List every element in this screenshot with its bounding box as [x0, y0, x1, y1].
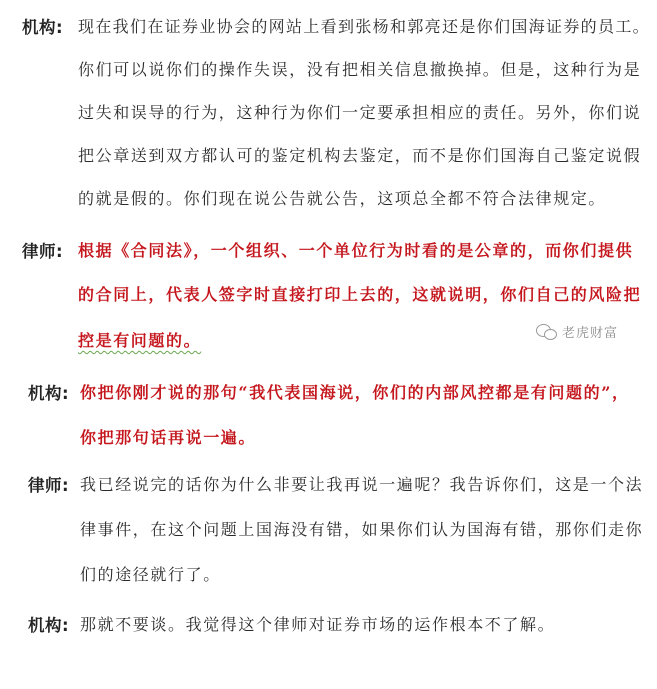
speaker-label: 机构: [28, 616, 70, 635]
speaker-label: 机构: [28, 384, 70, 403]
dialogue-line: 你把那句话再说一遍。 [80, 428, 257, 447]
dialogue-line: 律事件，在这个问题上国海没有错，如果你们认为国海有错，那你们走你 [80, 520, 644, 539]
dialogue-line: 根据《合同法》，一个组织、一个单位行为时看的是公章的，而你们提供 [78, 241, 634, 260]
dialogue-line: 现在我们在证券业协会的网站上看到张杨和郭亮还是你们国海证券的员工。 [78, 17, 650, 36]
dialogue-line: 你把你刚才说的那句“我代表国海说，你们的内部风控都是有问题的”， [80, 383, 630, 402]
dialogue-line: 控是有问题的。 [78, 331, 202, 350]
wechat-icon [536, 324, 558, 340]
dialogue-line: 那就不要谈。我觉得这个律师对证券市场的运作根本不了解。 [80, 615, 556, 634]
dialogue-line: 的合同上，代表人签字时直接打印上去的，这就说明，你们自己的风险把 [78, 285, 642, 304]
dialogue-line: 过失和误导的行为，这种行为你们一定要承担相应的责任。另外，你们说 [78, 103, 642, 122]
speaker-label: 律师: [28, 476, 70, 495]
dialogue-line: 你们可以说你们的操作失误，没有把相关信息撤换掉。但是，这种行为是 [78, 60, 642, 79]
dialogue-line: 的就是假的。你们现在说公告就公告，这项总全都不符合法律规定。 [78, 189, 607, 208]
watermark-text: 老虎财富 [562, 326, 619, 341]
dialogue-line: 把公章送到双方都认可的鉴定机构去鉴定，而不是你们国海自己鉴定说假 [78, 146, 642, 165]
speaker-label: 机构: [22, 18, 64, 37]
speaker-label: 律师: [22, 242, 64, 261]
watermark [536, 322, 618, 341]
dialogue-line: 们的途径就行了。 [80, 565, 221, 584]
dialogue-line: 我已经说完的话你为什么非要让我再说一遍呢？我告诉你们，这是一个法 [80, 475, 644, 494]
